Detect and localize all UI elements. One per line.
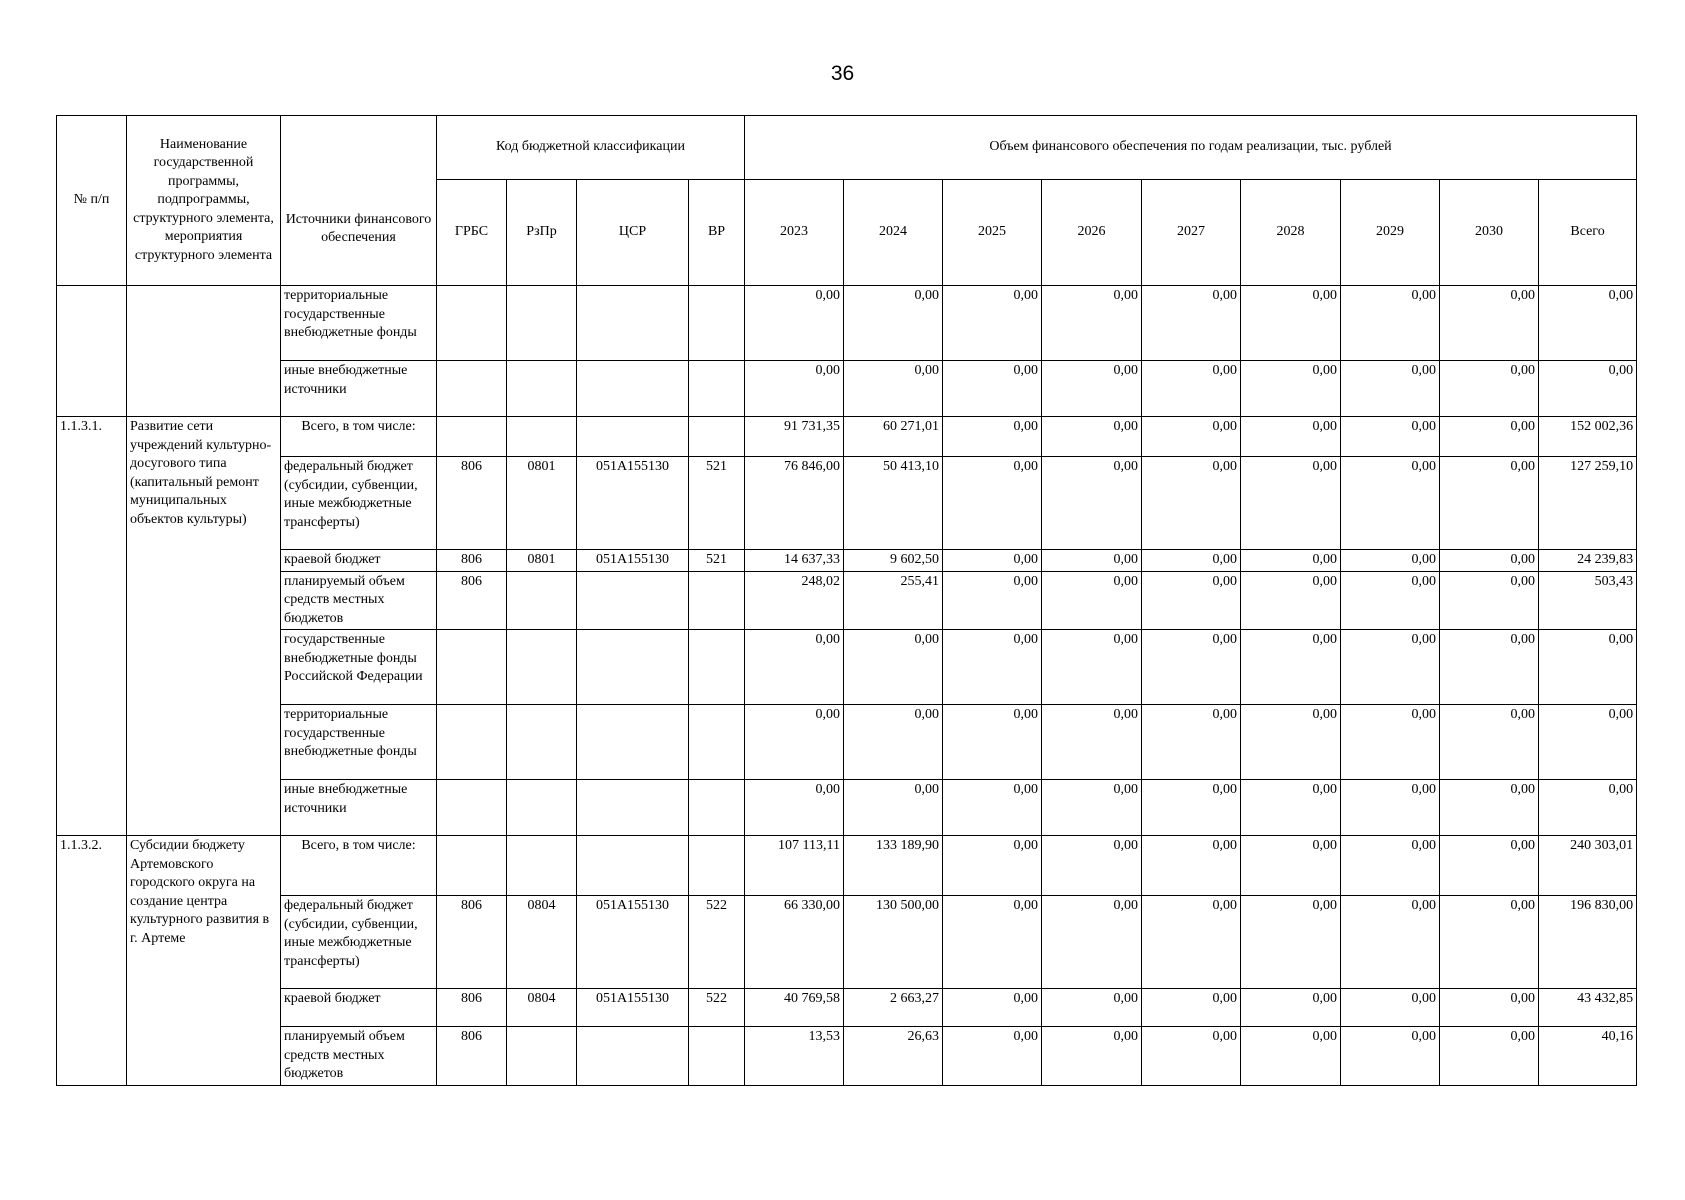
code-cell: 806 xyxy=(437,457,507,550)
value-cell: 0,00 xyxy=(1142,417,1241,457)
source-cell: территориальные государственные внебюджетные фонды xyxy=(281,705,437,780)
total-cell: 196 830,00 xyxy=(1539,896,1637,989)
value-cell: 0,00 xyxy=(1042,417,1142,457)
code-cell xyxy=(507,705,577,780)
total-cell: 0,00 xyxy=(1539,361,1637,417)
table-row xyxy=(57,457,1637,550)
value-cell: 60 271,01 xyxy=(844,417,943,457)
header-code-grbs: ГРБС xyxy=(437,180,507,286)
value-cell: 0,00 xyxy=(1341,705,1440,780)
value-cell: 40 769,58 xyxy=(745,989,844,1027)
header-year-2023: 2023 xyxy=(745,180,844,286)
value-cell: 0,00 xyxy=(1042,361,1142,417)
total-cell: 152 002,36 xyxy=(1539,417,1637,457)
code-cell xyxy=(577,705,689,780)
value-cell: 0,00 xyxy=(1341,457,1440,550)
value-cell: 9 602,50 xyxy=(844,550,943,572)
value-cell: 0,00 xyxy=(1341,361,1440,417)
source-cell: краевой бюджет xyxy=(281,989,437,1027)
table-row xyxy=(57,417,1637,457)
code-cell xyxy=(577,361,689,417)
source-cell: федеральный бюджет (субсидии, субвенции, иные межбюджетные трансферты) xyxy=(281,457,437,550)
value-cell: 0,00 xyxy=(1440,705,1539,780)
header-code-csr: ЦСР xyxy=(577,180,689,286)
value-cell: 0,00 xyxy=(1440,989,1539,1027)
code-cell: 0804 xyxy=(507,896,577,989)
source-cell: иные внебюджетные источники xyxy=(281,361,437,417)
value-cell: 0,00 xyxy=(943,286,1042,361)
budget-table xyxy=(56,115,1637,1086)
code-cell: 0804 xyxy=(507,989,577,1027)
value-cell: 0,00 xyxy=(1440,286,1539,361)
value-cell: 0,00 xyxy=(1042,705,1142,780)
code-cell xyxy=(689,836,745,896)
value-cell: 130 500,00 xyxy=(844,896,943,989)
value-cell: 26,63 xyxy=(844,1027,943,1086)
item-number xyxy=(57,286,127,417)
value-cell: 0,00 xyxy=(1241,286,1341,361)
value-cell: 91 731,35 xyxy=(745,417,844,457)
item-name: Субсидии бюджету Артемовского городского округа на создание центра культурного развития в г. Артеме xyxy=(127,836,281,1086)
header-year-2028: 2028 xyxy=(1241,180,1341,286)
code-cell xyxy=(507,780,577,836)
value-cell: 0,00 xyxy=(943,836,1042,896)
total-cell: 127 259,10 xyxy=(1539,457,1637,550)
code-cell xyxy=(437,836,507,896)
table-row xyxy=(57,989,1637,1027)
total-cell: 0,00 xyxy=(1539,630,1637,705)
code-cell: 806 xyxy=(437,896,507,989)
value-cell: 0,00 xyxy=(1341,417,1440,457)
value-cell: 14 637,33 xyxy=(745,550,844,572)
value-cell: 0,00 xyxy=(943,630,1042,705)
value-cell: 0,00 xyxy=(1241,550,1341,572)
total-cell: 24 239,83 xyxy=(1539,550,1637,572)
code-cell xyxy=(507,836,577,896)
source-cell: планируемый объем средств местных бюджетов xyxy=(281,571,437,630)
code-cell xyxy=(507,571,577,630)
source-cell: иные внебюджетные источники xyxy=(281,780,437,836)
value-cell: 0,00 xyxy=(1241,630,1341,705)
value-cell: 0,00 xyxy=(1241,1027,1341,1086)
table-row xyxy=(57,780,1637,836)
value-cell: 248,02 xyxy=(745,571,844,630)
value-cell: 0,00 xyxy=(1142,1027,1241,1086)
code-cell: 522 xyxy=(689,896,745,989)
value-cell: 0,00 xyxy=(745,780,844,836)
code-cell xyxy=(437,361,507,417)
value-cell: 0,00 xyxy=(1241,836,1341,896)
value-cell: 0,00 xyxy=(943,1027,1042,1086)
value-cell: 0,00 xyxy=(1142,896,1241,989)
code-cell xyxy=(689,630,745,705)
header-year-2029: 2029 xyxy=(1341,180,1440,286)
header-year-2026: 2026 xyxy=(1042,180,1142,286)
value-cell: 0,00 xyxy=(1042,780,1142,836)
code-cell xyxy=(577,836,689,896)
code-cell: 0801 xyxy=(507,457,577,550)
value-cell: 0,00 xyxy=(1241,417,1341,457)
value-cell: 0,00 xyxy=(1042,896,1142,989)
code-cell: 522 xyxy=(689,989,745,1027)
value-cell: 0,00 xyxy=(844,705,943,780)
table-header xyxy=(57,116,1637,286)
source-cell: краевой бюджет xyxy=(281,550,437,572)
value-cell: 0,00 xyxy=(1440,896,1539,989)
value-cell: 0,00 xyxy=(1440,550,1539,572)
header-no: № п/п xyxy=(57,116,127,286)
source-cell: государственные внебюджетные фонды Российской Федерации xyxy=(281,630,437,705)
value-cell: 13,53 xyxy=(745,1027,844,1086)
value-cell: 76 846,00 xyxy=(745,457,844,550)
value-cell: 0,00 xyxy=(1042,1027,1142,1086)
value-cell: 50 413,10 xyxy=(844,457,943,550)
value-cell: 0,00 xyxy=(844,286,943,361)
page-number: 36 xyxy=(830,62,855,85)
table-body xyxy=(57,286,1637,1086)
item-number: 1.1.3.1. xyxy=(57,417,127,836)
value-cell: 0,00 xyxy=(1241,705,1341,780)
source-cell: Всего, в том числе: xyxy=(281,417,437,457)
code-cell: 051A155130 xyxy=(577,896,689,989)
total-cell: 503,43 xyxy=(1539,571,1637,630)
header-code-rzpr: РзПр xyxy=(507,180,577,286)
value-cell: 0,00 xyxy=(1440,1027,1539,1086)
value-cell: 0,00 xyxy=(1440,417,1539,457)
value-cell: 0,00 xyxy=(943,571,1042,630)
code-cell xyxy=(507,417,577,457)
value-cell: 0,00 xyxy=(1142,286,1241,361)
header-code-group: Код бюджетной классификации xyxy=(437,116,745,180)
table-row xyxy=(57,836,1637,896)
value-cell: 0,00 xyxy=(1142,630,1241,705)
table-row xyxy=(57,896,1637,989)
value-cell: 0,00 xyxy=(1241,780,1341,836)
value-cell: 0,00 xyxy=(943,705,1042,780)
value-cell: 0,00 xyxy=(1341,630,1440,705)
header-year-2027: 2027 xyxy=(1142,180,1241,286)
value-cell: 133 189,90 xyxy=(844,836,943,896)
code-cell xyxy=(437,780,507,836)
value-cell: 0,00 xyxy=(1440,571,1539,630)
value-cell: 0,00 xyxy=(943,896,1042,989)
source-cell: территориальные государственные внебюджетные фонды xyxy=(281,286,437,361)
table-row xyxy=(57,705,1637,780)
code-cell xyxy=(577,571,689,630)
source-cell: планируемый объем средств местных бюджетов xyxy=(281,1027,437,1086)
value-cell: 0,00 xyxy=(1241,989,1341,1027)
code-cell xyxy=(577,417,689,457)
value-cell: 0,00 xyxy=(1341,836,1440,896)
value-cell: 0,00 xyxy=(1042,989,1142,1027)
code-cell: 051A155130 xyxy=(577,550,689,572)
code-cell: 051A155130 xyxy=(577,989,689,1027)
value-cell: 0,00 xyxy=(745,361,844,417)
value-cell: 0,00 xyxy=(1142,361,1241,417)
code-cell xyxy=(437,705,507,780)
header-year-2024: 2024 xyxy=(844,180,943,286)
code-cell: 051A155130 xyxy=(577,457,689,550)
code-cell xyxy=(507,286,577,361)
table-row xyxy=(57,286,1637,361)
code-cell xyxy=(437,417,507,457)
code-cell: 0801 xyxy=(507,550,577,572)
item-name xyxy=(127,286,281,417)
value-cell: 0,00 xyxy=(1241,896,1341,989)
code-cell xyxy=(689,286,745,361)
code-cell xyxy=(507,630,577,705)
value-cell: 0,00 xyxy=(1142,989,1241,1027)
value-cell: 0,00 xyxy=(1142,457,1241,550)
value-cell: 0,00 xyxy=(1440,630,1539,705)
header-source: Источники финансового обеспечения xyxy=(281,116,437,286)
value-cell: 0,00 xyxy=(1042,457,1142,550)
value-cell: 0,00 xyxy=(1341,1027,1440,1086)
value-cell: 0,00 xyxy=(1142,836,1241,896)
value-cell: 0,00 xyxy=(844,361,943,417)
value-cell: 0,00 xyxy=(1142,780,1241,836)
header-code-vr: ВР xyxy=(689,180,745,286)
code-cell: 521 xyxy=(689,550,745,572)
code-cell xyxy=(689,361,745,417)
value-cell: 0,00 xyxy=(943,780,1042,836)
header-year-2025: 2025 xyxy=(943,180,1042,286)
value-cell: 0,00 xyxy=(745,630,844,705)
value-cell: 0,00 xyxy=(1042,571,1142,630)
value-cell: 0,00 xyxy=(1142,571,1241,630)
header-total: Всего xyxy=(1539,180,1637,286)
total-cell: 0,00 xyxy=(1539,705,1637,780)
value-cell: 66 330,00 xyxy=(745,896,844,989)
code-cell xyxy=(577,286,689,361)
source-cell: федеральный бюджет (субсидии, субвенции, иные межбюджетные трансферты) xyxy=(281,896,437,989)
code-cell xyxy=(577,780,689,836)
code-cell xyxy=(689,417,745,457)
value-cell: 0,00 xyxy=(1341,550,1440,572)
value-cell: 0,00 xyxy=(1142,705,1241,780)
code-cell xyxy=(507,1027,577,1086)
code-cell xyxy=(689,1027,745,1086)
code-cell xyxy=(577,1027,689,1086)
value-cell: 0,00 xyxy=(1341,780,1440,836)
value-cell: 0,00 xyxy=(844,780,943,836)
code-cell xyxy=(689,571,745,630)
header-name: Наименование государственной программы, подпрограммы, структурного элемента, мероприятия структурного элемента xyxy=(127,116,281,286)
value-cell: 0,00 xyxy=(1241,571,1341,630)
value-cell: 0,00 xyxy=(1241,457,1341,550)
value-cell: 0,00 xyxy=(745,705,844,780)
item-number: 1.1.3.2. xyxy=(57,836,127,1086)
value-cell: 2 663,27 xyxy=(844,989,943,1027)
value-cell: 0,00 xyxy=(1341,286,1440,361)
table-row xyxy=(57,630,1637,705)
code-cell: 806 xyxy=(437,571,507,630)
total-cell: 0,00 xyxy=(1539,780,1637,836)
value-cell: 0,00 xyxy=(1241,361,1341,417)
value-cell: 0,00 xyxy=(844,630,943,705)
header-volume-group: Объем финансового обеспечения по годам реализации, тыс. рублей xyxy=(745,116,1637,180)
code-cell: 806 xyxy=(437,1027,507,1086)
value-cell: 0,00 xyxy=(1142,550,1241,572)
table-row xyxy=(57,571,1637,630)
table-row xyxy=(57,361,1637,417)
value-cell: 255,41 xyxy=(844,571,943,630)
value-cell: 0,00 xyxy=(1440,457,1539,550)
value-cell: 0,00 xyxy=(1341,989,1440,1027)
value-cell: 0,00 xyxy=(745,286,844,361)
item-name: Развитие сети учреждений культурно-досугового типа (капитальный ремонт муниципальных объектов культуры) xyxy=(127,417,281,836)
code-cell xyxy=(437,630,507,705)
value-cell: 0,00 xyxy=(1042,550,1142,572)
table-row xyxy=(57,1027,1637,1086)
table-row xyxy=(57,550,1637,572)
value-cell: 0,00 xyxy=(1341,571,1440,630)
code-cell xyxy=(689,780,745,836)
value-cell: 0,00 xyxy=(943,457,1042,550)
value-cell: 0,00 xyxy=(943,417,1042,457)
code-cell xyxy=(507,361,577,417)
code-cell xyxy=(437,286,507,361)
source-cell: Всего, в том числе: xyxy=(281,836,437,896)
value-cell: 107 113,11 xyxy=(745,836,844,896)
total-cell: 240 303,01 xyxy=(1539,836,1637,896)
value-cell: 0,00 xyxy=(943,989,1042,1027)
value-cell: 0,00 xyxy=(1042,286,1142,361)
code-cell xyxy=(577,630,689,705)
value-cell: 0,00 xyxy=(1440,361,1539,417)
value-cell: 0,00 xyxy=(943,550,1042,572)
total-cell: 0,00 xyxy=(1539,286,1637,361)
value-cell: 0,00 xyxy=(1042,630,1142,705)
value-cell: 0,00 xyxy=(1440,780,1539,836)
code-cell xyxy=(689,705,745,780)
value-cell: 0,00 xyxy=(1042,836,1142,896)
code-cell: 521 xyxy=(689,457,745,550)
header-year-2030: 2030 xyxy=(1440,180,1539,286)
value-cell: 0,00 xyxy=(943,361,1042,417)
total-cell: 40,16 xyxy=(1539,1027,1637,1086)
code-cell: 806 xyxy=(437,550,507,572)
value-cell: 0,00 xyxy=(1341,896,1440,989)
value-cell: 0,00 xyxy=(1440,836,1539,896)
total-cell: 43 432,85 xyxy=(1539,989,1637,1027)
code-cell: 806 xyxy=(437,989,507,1027)
